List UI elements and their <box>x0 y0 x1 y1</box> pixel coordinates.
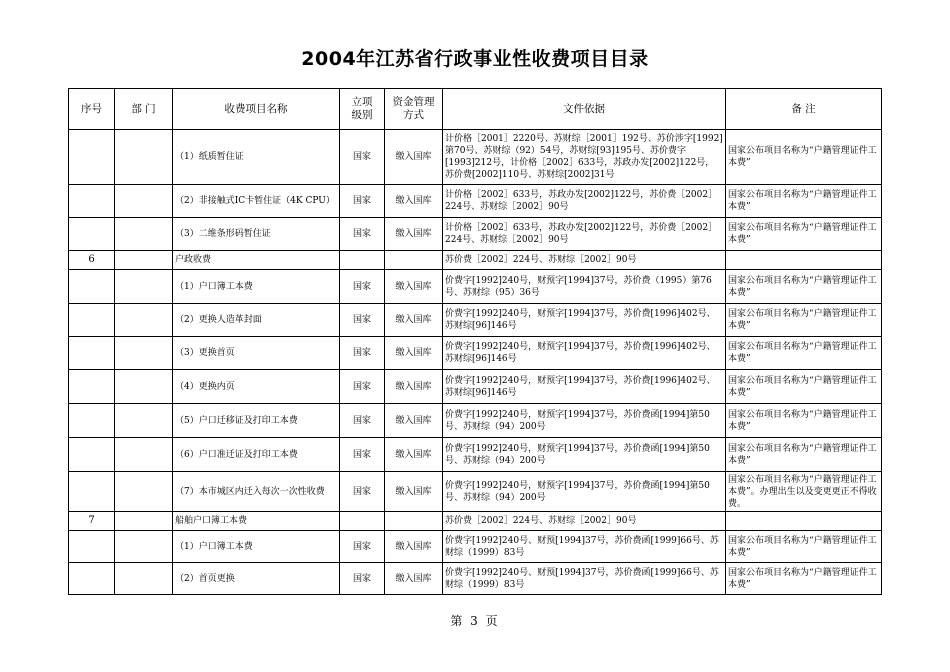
group-row <box>69 512 882 531</box>
cell-seq <box>69 337 115 370</box>
cell-dept <box>115 251 173 270</box>
cell-basis: 价费字[1992]240号，财预字[1994]37号，苏价费函[1994]第50号、苏财综（94）200号 <box>443 472 726 512</box>
cell-fund: 缴入国库 <box>385 472 443 512</box>
cell-basis: 计价格［2001］2220号、苏财综［2001］192号、苏价涉字[1992]第70号、苏财综（92）54号，苏财综[93]195号、苏价费字[1993]212号，计价格［2002］633号，苏政办发[2002]122号，苏价费[2002]110号、苏财综[2002]31号 <box>443 130 726 185</box>
cell-dept <box>115 130 173 185</box>
cell-basis: 价费字[1992]240号，财预字[1994]37号，苏价费函[1994]第50号、苏财综（94）200号 <box>443 404 726 438</box>
cell-seq <box>69 270 115 304</box>
table-row <box>69 438 882 472</box>
table-row <box>69 337 882 370</box>
cell-dept <box>115 370 173 404</box>
cell-name: （1）户口簿工本费 <box>173 531 340 563</box>
cell-level: 国家 <box>340 370 385 404</box>
cell-seq <box>69 130 115 185</box>
fee-catalog-table <box>68 88 882 595</box>
cell-dept <box>115 531 173 563</box>
cell-level <box>340 512 385 531</box>
cell-name: 户政收费 <box>173 251 340 270</box>
cell-level: 国家 <box>340 270 385 304</box>
cell-fund <box>385 512 443 531</box>
cell-basis: 计价格［2002］633号，苏政办发[2002]122号，苏价费［2002］224号、苏财综［2002］90号 <box>443 185 726 218</box>
table-row <box>69 472 882 512</box>
header-name: 收费项目名称 <box>173 89 340 130</box>
cell-basis: 价费字[1992]240号，财预字[1994]37号，苏价费[1996]402号、苏财综[96]146号 <box>443 370 726 404</box>
cell-note: 国家公布项目名称为“户籍管理证件工本费” <box>726 218 882 251</box>
cell-level: 国家 <box>340 404 385 438</box>
cell-name: （2）非接触式IC卡暂住证（4K CPU） <box>173 185 340 218</box>
cell-seq <box>69 370 115 404</box>
cell-name: （3）更换首页 <box>173 337 340 370</box>
cell-level <box>340 251 385 270</box>
cell-note <box>726 251 882 270</box>
cell-note <box>726 512 882 531</box>
cell-level: 国家 <box>340 337 385 370</box>
cell-fund: 缴入国库 <box>385 531 443 563</box>
cell-fund: 缴入国库 <box>385 438 443 472</box>
cell-fund: 缴入国库 <box>385 370 443 404</box>
cell-name: （1）纸质暂住证 <box>173 130 340 185</box>
table-row <box>69 370 882 404</box>
table-row <box>69 531 882 563</box>
cell-note: 国家公布项目名称为“户籍管理证件工本费” <box>726 270 882 304</box>
header-note: 备 注 <box>726 89 882 130</box>
cell-note: 国家公布项目名称为“户籍管理证件工本费”。办理出生以及变更更正不得收费。 <box>726 472 882 512</box>
table-row <box>69 404 882 438</box>
cell-basis: 价费字[1992]240号、财预[1994]37号，苏价费函[1999]66号、苏财综（1999）83号 <box>443 531 726 563</box>
cell-name: （2）首页更换 <box>173 563 340 595</box>
cell-dept <box>115 404 173 438</box>
cell-level: 国家 <box>340 438 385 472</box>
cell-name: （7）本市城区内迁入每次一次性收费 <box>173 472 340 512</box>
table-row <box>69 130 882 185</box>
cell-basis: 价费字[1992]240号，财预字[1994]37号，苏价费函[1994]第50号、苏财综（94）200号 <box>443 438 726 472</box>
header-level-line2: 级别 <box>351 109 373 121</box>
cell-fund: 缴入国库 <box>385 130 443 185</box>
cell-basis: 苏价费［2002］224号、苏财综［2002］90号 <box>443 251 726 270</box>
cell-note: 国家公布项目名称为“户籍管理证件工本费” <box>726 404 882 438</box>
cell-basis: 价费字[1992]240号、财预[1994]37号，苏价费函[1999]66号、苏财综（1999）83号 <box>443 563 726 595</box>
cell-seq <box>69 438 115 472</box>
cell-seq <box>69 531 115 563</box>
cell-dept <box>115 563 173 595</box>
cell-level: 国家 <box>340 563 385 595</box>
cell-note: 国家公布项目名称为“户籍管理证件工本费” <box>726 304 882 337</box>
cell-dept <box>115 438 173 472</box>
cell-dept <box>115 270 173 304</box>
cell-seq <box>69 185 115 218</box>
cell-dept <box>115 337 173 370</box>
cell-level: 国家 <box>340 130 385 185</box>
cell-seq <box>69 472 115 512</box>
cell-level: 国家 <box>340 531 385 563</box>
header-fund-line1: 资金管理 <box>392 96 435 108</box>
header-row <box>69 89 882 130</box>
cell-level: 国家 <box>340 472 385 512</box>
cell-dept <box>115 218 173 251</box>
table-row <box>69 270 882 304</box>
cell-note: 国家公布项目名称为“户籍管理证件工本费” <box>726 337 882 370</box>
cell-name: 船舶户口簿工本费 <box>173 512 340 531</box>
cell-dept <box>115 185 173 218</box>
header-fund <box>385 89 443 130</box>
cell-basis: 价费字[1992]240号，财预字[1994]37号，苏价费[1996]402号、苏财综[96]146号 <box>443 337 726 370</box>
document-title: 2004年江苏省行政事业性收费项目目录 <box>301 48 649 70</box>
cell-fund <box>385 251 443 270</box>
cell-seq <box>69 563 115 595</box>
cell-seq <box>69 218 115 251</box>
cell-name: （1）户口簿工本费 <box>173 270 340 304</box>
table-row <box>69 185 882 218</box>
header-level <box>340 89 385 130</box>
cell-name: （3）二维条形码暂住证 <box>173 218 340 251</box>
cell-level: 国家 <box>340 218 385 251</box>
cell-fund: 缴入国库 <box>385 404 443 438</box>
cell-seq <box>69 304 115 337</box>
group-row <box>69 251 882 270</box>
cell-level: 国家 <box>340 185 385 218</box>
cell-note: 国家公布项目名称为“户籍管理证件工本费” <box>726 185 882 218</box>
cell-dept <box>115 304 173 337</box>
cell-note: 国家公布项目名称为“户籍管理证件工本费” <box>726 370 882 404</box>
cell-name: （5）户口迁移证及打印工本费 <box>173 404 340 438</box>
cell-fund: 缴入国库 <box>385 218 443 251</box>
cell-note: 国家公布项目名称为“户籍管理证件工本费” <box>726 531 882 563</box>
cell-name: （4）更换内页 <box>173 370 340 404</box>
table-row <box>69 218 882 251</box>
cell-note: 国家公布项目名称为“户籍管理证件工本费” <box>726 563 882 595</box>
cell-fund: 缴入国库 <box>385 337 443 370</box>
cell-note: 国家公布项目名称为“户籍管理证件工本费” <box>726 438 882 472</box>
cell-basis: 价费字[1992]240号，财预字[1994]37号，苏价费（1995）第76号、苏财综（95）36号 <box>443 270 726 304</box>
cell-dept <box>115 472 173 512</box>
cell-basis: 价费字[1992]240号，财预字[1994]37号，苏价费[1996]402号、苏财综[96]146号 <box>443 304 726 337</box>
cell-fund: 缴入国库 <box>385 185 443 218</box>
table-row <box>69 304 882 337</box>
cell-name: （2）更换人造革封面 <box>173 304 340 337</box>
header-level-line1: 立项 <box>351 96 373 108</box>
cell-fund: 缴入国库 <box>385 270 443 304</box>
cell-fund: 缴入国库 <box>385 563 443 595</box>
cell-name: （6）户口准迁证及打印工本费 <box>173 438 340 472</box>
cell-seq <box>69 404 115 438</box>
table-row <box>69 563 882 595</box>
header-dept: 部 门 <box>115 89 173 130</box>
cell-basis: 计价格［2002］633号，苏政办发[2002]122号，苏价费［2002］224号、苏财综［2002］90号 <box>443 218 726 251</box>
cell-seq: 6 <box>69 251 115 270</box>
cell-seq: 7 <box>69 512 115 531</box>
cell-fund: 缴入国库 <box>385 304 443 337</box>
page-number: 第 3 页 <box>450 614 500 628</box>
cell-basis: 苏价费［2002］224号、苏财综［2002］90号 <box>443 512 726 531</box>
header-seq: 序号 <box>69 89 115 130</box>
header-fund-line2: 方式 <box>403 109 424 121</box>
cell-level: 国家 <box>340 304 385 337</box>
header-basis: 文件依据 <box>443 89 726 130</box>
cell-note: 国家公布项目名称为“户籍管理证件工本费” <box>726 130 882 185</box>
cell-dept <box>115 512 173 531</box>
